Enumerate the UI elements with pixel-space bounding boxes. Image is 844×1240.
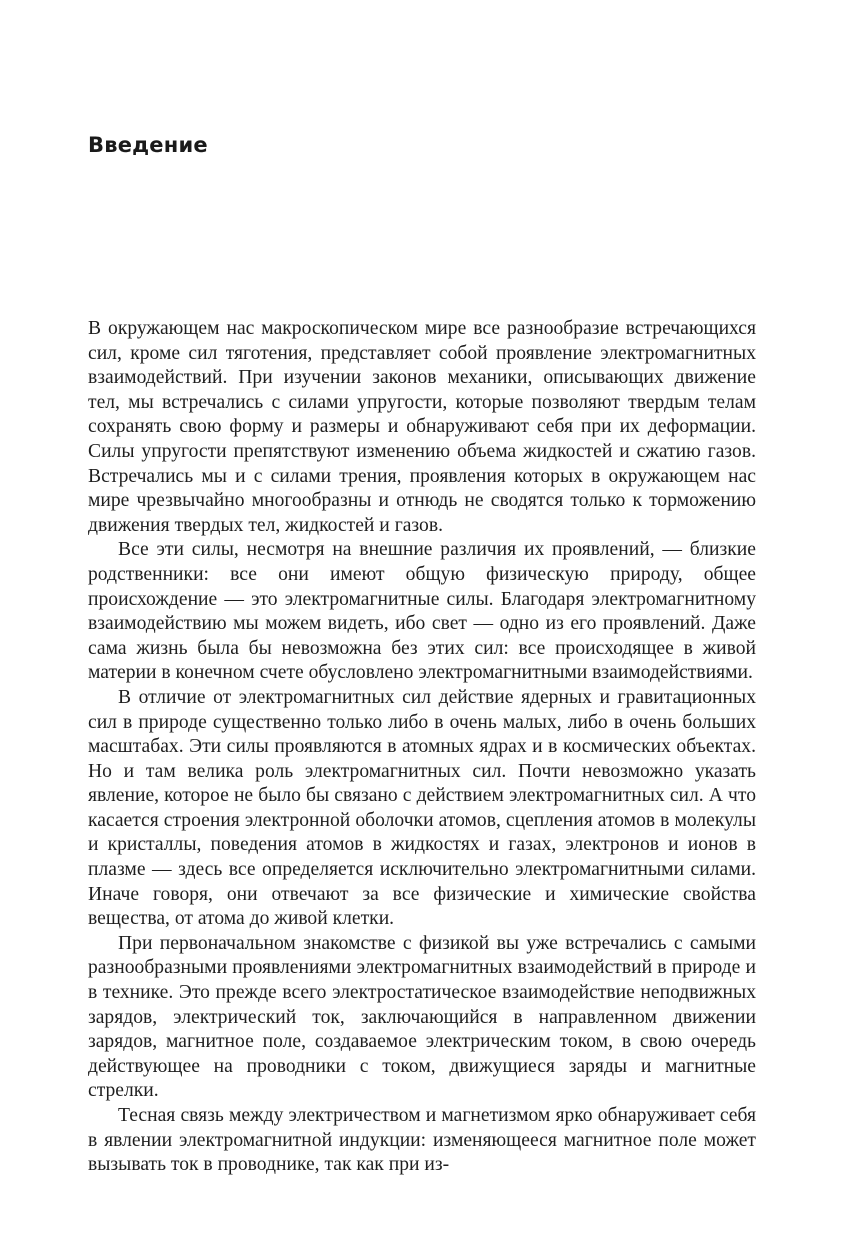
paragraph-4: При первоначальном знакомстве с физикой вы уже встречались с самыми разнообразными проявлениями электромагнитных взаимодействий в природе и в технике. Это прежде всего электростатическое взаимодействие неподвижных зарядов, электрический ток, заключающийся в направленном движении зарядов, магнитное поле, создаваемое электрическим током, в свою очередь действующее на проводники с током, движущиеся заряды и магнитные стрелки. [88, 932, 756, 1102]
body-text [88, 317, 756, 1178]
paragraph-1: В окружающем нас макроскопическом мире все разнообразие встречающихся сил, кроме сил тяготения, представляет собой проявление электромагнитных взаимодействий. При изучении законов механики, описывающих движение тел, мы встречались с силами упругости, которые позволяют твердым телам сохранять свою форму и размеры и обнаруживают себя при их деформации. Силы упругости препятствуют изменению объема жидкостей и сжатию газов. Встречались мы и с силами трения, проявления которых в окружающем нас мире чрезвычайно многообразны и отнюдь не сводятся только к торможению движения твердых тел, жидкостей и газов. [88, 318, 756, 536]
paragraph-5: Тесная связь между электричеством и магнетизмом ярко обнаруживает себя в явлении электромагнитной индукции: изменяющееся магнитное поле может вызывать ток в проводнике, так как при из- [88, 1105, 756, 1176]
paragraph-3: В отличие от электромагнитных сил действие ядерных и гравитационных сил в природе существенно только либо в очень малых, либо в очень больших масштабах. Эти силы проявляются в атомных ядрах и в космических объектах. Но и там велика роль электромагнитных сил. Почти невозможно указать явление, которое не было бы связано с действием электромагнитных сил. А что касается строения электронной оболочки атомов, сцепления атомов в молекулы и кристаллы, поведения атомов в жидкостях и газах, электронов и ионов в плазме — здесь все определяется исключительно электромагнитными силами. Иначе говоря, они отвечают за все физические и химические свойства вещества, от атома до живой клетки. [88, 686, 756, 930]
chapter-heading: Введение [88, 133, 208, 157]
paragraph-2: Все эти силы, несмотря на внешние различия их проявлений, — близкие родственники: все они имеют общую физическую природу, общее происхождение — это электромагнитные силы. Благодаря электромагнитному взаимодействию мы можем видеть, ибо свет — одно из его проявлений. Даже сама жизнь была бы невозможна без этих сил: все происходящее в живой материи в конечном счете обусловлено электромагнитными взаимодействиями. [88, 539, 756, 684]
